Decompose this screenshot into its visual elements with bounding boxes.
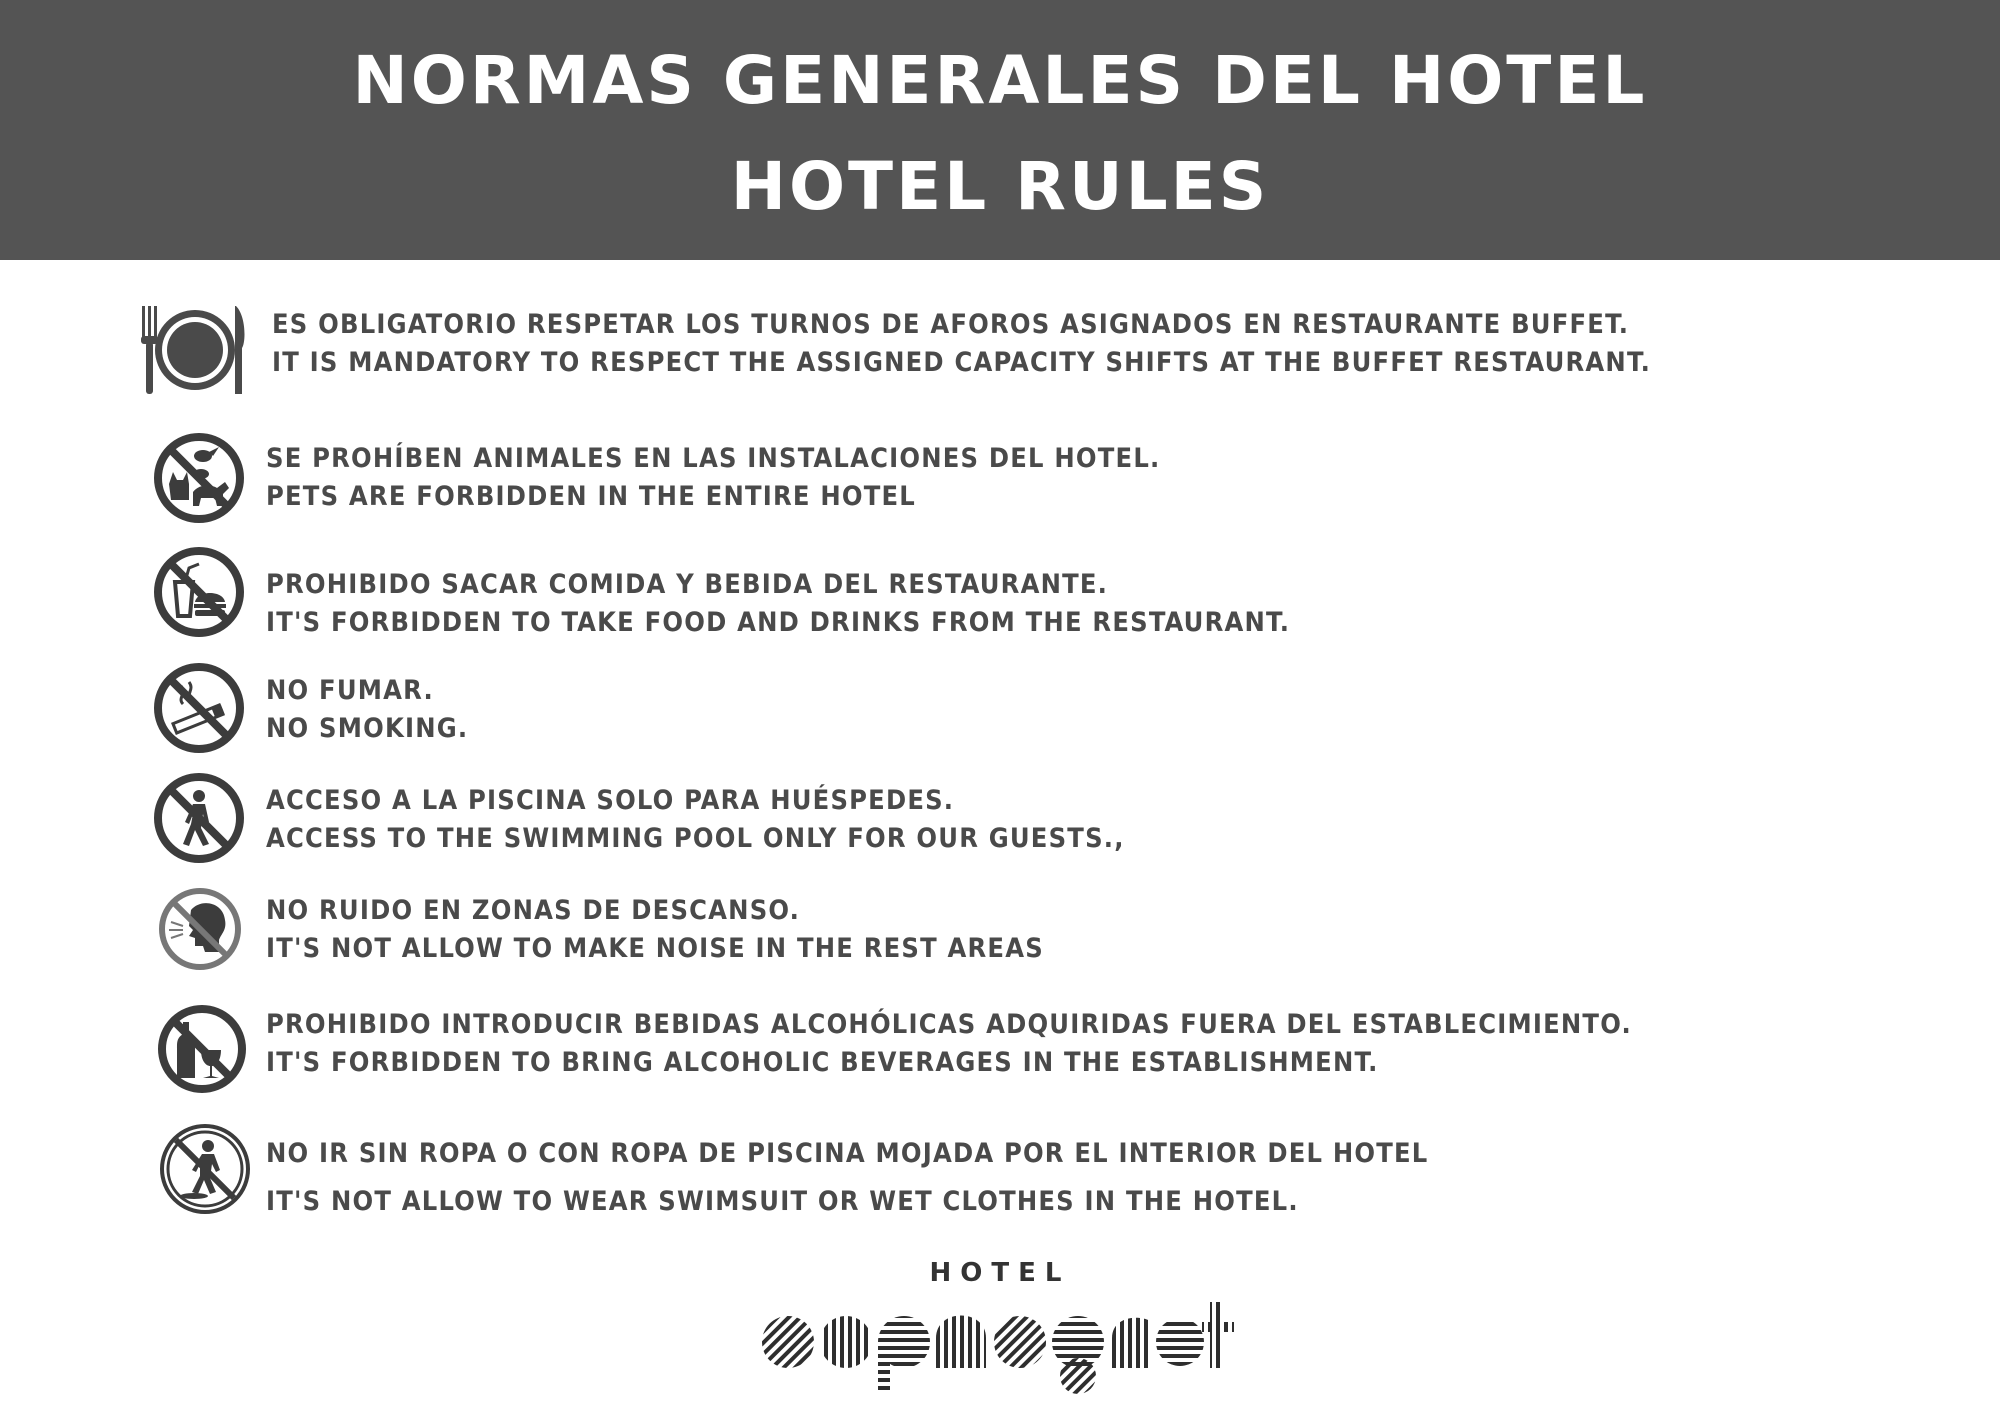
no-food-takeaway-icon [153, 546, 245, 638]
page-title-es: NORMAS GENERALES DEL HOTEL [352, 42, 1648, 119]
logo-hotel-word: HOTEL [929, 1258, 1071, 1288]
rule-text-es: NO RUIDO EN ZONAS DE DESCANSO. [266, 895, 801, 926]
rule-text-en: ACCESS TO THE SWIMMING POOL ONLY FOR OUR GUESTS., [266, 823, 1125, 854]
no-pets-icon [153, 432, 245, 524]
page-title-en: HOTEL RULES [730, 148, 1270, 225]
rule-text-es: ACCESO A LA PISCINA SOLO PARA HUÉSPEDES. [266, 785, 955, 816]
header-banner [0, 0, 2000, 260]
no-noise-icon [157, 886, 243, 972]
rule-text-en: IT'S FORBIDDEN TO BRING ALCOHOLIC BEVERAGES IN THE ESTABLISHMENT. [266, 1047, 1379, 1078]
rule-text-en: IT'S NOT ALLOW TO WEAR SWIMSUIT OR WET CLOTHES IN THE HOTEL. [266, 1186, 1299, 1217]
rule-text-en: IT'S FORBIDDEN TO TAKE FOOD AND DRINKS FROM THE RESTAURANT. [266, 607, 1291, 638]
rule-text [266, 1006, 1632, 1082]
no-alcohol-icon [157, 1004, 247, 1094]
rule-text-es: ES OBLIGATORIO RESPETAR LOS TURNOS DE AFOROS ASIGNADOS EN RESTAURANTE BUFFET. [272, 309, 1630, 340]
rule-text-es: SE PROHÍBEN ANIMALES EN LAS INSTALACIONES DEL HOTEL. [266, 443, 1161, 474]
rule-text [266, 440, 1160, 516]
rule-text [266, 566, 1290, 642]
rule-text [266, 672, 468, 748]
rule-text-es: PROHIBIDO SACAR COMIDA Y BEBIDA DEL RESTAURANTE. [266, 569, 1109, 600]
rule-text-es: PROHIBIDO INTRODUCIR BEBIDAS ALCOHÓLICAS ADQUIRIDAS FUERA DEL ESTABLECIMIENTO. [266, 1009, 1632, 1040]
rule-text-en: PETS ARE FORBIDDEN IN THE ENTIRE HOTEL [266, 481, 916, 512]
rule-text [266, 892, 1044, 968]
rule-text-en: NO SMOKING. [266, 713, 469, 744]
no-smoking-icon [153, 662, 245, 754]
rule-text-es: NO IR SIN ROPA O CON ROPA DE PISCINA MOJADA POR EL INTERIOR DEL HOTEL [266, 1138, 1429, 1169]
rule-text-es: NO FUMAR. [266, 675, 434, 706]
rule-text [272, 306, 1651, 382]
hotel-logo [760, 1258, 1240, 1398]
rule-text [266, 1130, 1428, 1226]
brand-logo-icon [760, 1298, 1240, 1398]
rule-text [266, 782, 1125, 858]
no-entry-person-icon [153, 772, 245, 864]
no-wet-clothes-icon [158, 1122, 252, 1216]
rule-text-en: IT IS MANDATORY TO RESPECT THE ASSIGNED CAPACITY SHIFTS AT THE BUFFET RESTAURANT. [272, 347, 1652, 378]
rule-text-en: IT'S NOT ALLOW TO MAKE NOISE IN THE REST AREAS [266, 933, 1044, 964]
buffet-cutlery-icon [138, 302, 248, 398]
